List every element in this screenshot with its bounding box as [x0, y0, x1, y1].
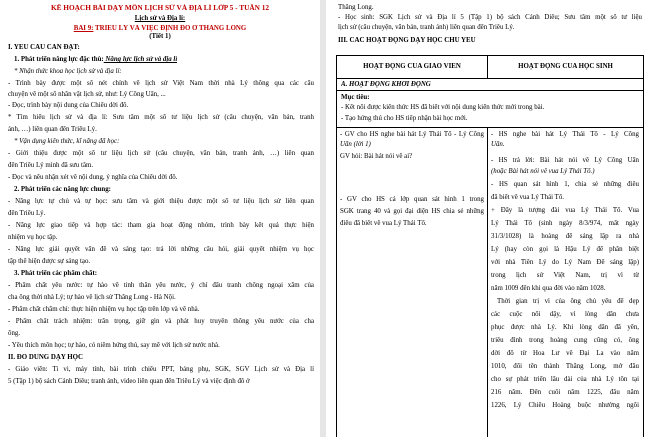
- doc-line: đến Triều Lý mình đã sưu tầm.: [8, 162, 94, 169]
- doc-line: 5 (Tập 1) bộ sách Cánh Diều; tranh ảnh, video liên quan đến Triều Lý và việc định đô ở: [8, 378, 250, 385]
- doc-line: - Giáo viên: Ti vi, máy tính, bài trình chiếu PPT, bảng phụ, SGK, SGV Lịch sử và Địa lí: [8, 366, 314, 373]
- doc-line: - Năng lực giao tiếp và hợp tác: tham gia hoạt động nhóm, trình bày kết quả thực hiện: [8, 222, 314, 229]
- subject-heading: Lịch sử và Địa lí:: [134, 15, 186, 22]
- student-line: năm 1009 đến khi qua đời vào năm 1028.: [491, 285, 606, 292]
- doc-line: - Đọc, trình bày nội dung của Chiếu dời đô.: [8, 102, 129, 109]
- teacher-column-header: HOẠT ĐỘNG CỦA GIÁO VIÊN: [363, 63, 461, 70]
- student-line: 31/3/1028) là hoàng đế sáng lập ra nhà: [491, 233, 639, 240]
- student-line: Lý Thái Tổ (sinh ngày 8/3/974, mất ngày: [491, 220, 639, 227]
- doc-line: ông.: [8, 330, 21, 337]
- student-line: đã biết về vua Lý Thái Tổ.: [491, 194, 565, 201]
- student-line: dời đô từ Hoa Lư về Đại La vào năm: [491, 350, 639, 357]
- student-column-header: HOẠT ĐỘNG CỦA HỌC SINH: [518, 63, 613, 70]
- student-line: các cuộc nổi dậy, vì lòng dân chưa: [491, 311, 639, 318]
- doc-line: ảnh, …) liên quan đến Triều Lý.: [8, 126, 97, 133]
- student-line: 216 năm. Đến cuối năm 1225, đầu năm: [491, 389, 639, 396]
- section-heading: II. ĐỒ DÙNG DẠY HỌC: [8, 354, 83, 361]
- student-line: trong lịch sử Việt Nam, trị vì từ: [491, 272, 639, 279]
- student-line: (hoặc Bài hát nói về vua Lý Thái Tổ.): [491, 168, 595, 175]
- doc-line: - Phẩm chất trách nhiệm: trân trọng, giữ gìn và phát huy truyền thống yêu nước của cha: [8, 318, 314, 325]
- doc-line: - Năng lực tự chủ và tự học: sưu tầm và giới thiệu được một số tư liệu lịch sử liên quan: [8, 198, 314, 205]
- subsection-heading: 2. Phát triển các năng lực chung:: [14, 186, 111, 193]
- doc-line: nhiệm vụ học tập.: [8, 234, 58, 241]
- doc-line: - Năng lực giải quyết vấn đề và sáng tạo: trả lời những câu hỏi, giải quyết nhiệm vụ học: [8, 246, 314, 253]
- student-line: triều đình trong hoàng cung cũng có, ông: [491, 337, 639, 344]
- lesson-title: TRIỀU LÝ VÀ VIỆC ĐỊNH ĐÔ Ở THĂNG LONG: [93, 25, 247, 32]
- student-line: - HS nghe bài hát Lý Thái Tổ - Lý Công: [491, 131, 639, 138]
- student-line: Thời gian trị vì của ông chủ yếu để dẹp: [497, 298, 639, 305]
- doc-line: - Học sinh: SGK Lịch sử và Địa lí 5 (Tập 1) bộ sách Cánh Diều; Sưu tầm một số tư liệu: [338, 14, 642, 21]
- doc-line: - Đọc và nêu nhận xét về nội dung, ý nghĩa của Chiếu dời đô.: [8, 174, 178, 181]
- doc-line: - Phẩm chất yêu nước: tự hào về tinh thần yêu nước, ý chí đấu tranh chống ngoại xâm của: [8, 282, 314, 289]
- goals-label: Mục tiêu:: [341, 94, 370, 101]
- student-line: - HS trả lời: Bài hát nói về Lý Công Uẩn: [491, 157, 639, 164]
- doc-line: - Giới thiệu được một số tư liệu lịch sử (câu chuyện, văn bản, tranh ảnh, …) liên quan: [8, 150, 314, 157]
- teacher-line: Uẩn (lời 1): [340, 141, 371, 148]
- activities-table: [336, 55, 644, 437]
- subsection-heading: 3. Phát triển các phẩm chất:: [14, 270, 98, 277]
- doc-line: tập thể hiện được sự sáng tạo.: [8, 258, 91, 265]
- doc-line: * Vận dụng kiến thức, kĩ năng đã học:: [14, 138, 120, 145]
- lesson-heading: [0, 25, 320, 33]
- doc-line: cha ông thời nhà Lý; tự hào về lịch sử Thăng Long - Hà Nội.: [8, 294, 176, 301]
- section-title: A. HOẠT ĐỘNG KHỞI ĐỘNG: [341, 81, 431, 88]
- lesson-period: (Tiết 1): [149, 33, 171, 40]
- teacher-line: - GV cho HS cả lớp quan sát hình 1 trong: [340, 196, 484, 203]
- left-page: [0, 0, 320, 437]
- student-line: phục được nhà Lý. Khi lòng dân đã yên,: [491, 324, 639, 331]
- teacher-line: điều đã biết về vua Lý Thái Tổ.: [340, 220, 427, 227]
- student-line: 1010, đổi tên thành Thăng Long, mở đầu: [491, 363, 639, 370]
- goal-item: - Tạo hứng thú cho HS tiếp nhận bài học mới.: [341, 115, 468, 122]
- student-line: + Đây là tượng đài vua Lý Thái Tổ. Vua: [491, 207, 639, 214]
- student-line: cho sự phát triển lâu dài của nhà Lý tồn tại: [491, 376, 639, 383]
- teacher-line: SGK trang 40 và gọi đại diện HS chia sẻ những: [340, 208, 484, 215]
- section-heading: III. CÁC HOẠT ĐỘNG DẠY HỌC CHỦ YẾU: [338, 37, 476, 44]
- doc-line: đến Triều Lý.: [8, 210, 46, 217]
- doc-line: Thăng Long.: [338, 4, 374, 11]
- right-page: [326, 0, 650, 437]
- doc-line: - Trình bày được một số nét chính về lịch sử Việt Nam thời nhà Lý thông qua các câu: [8, 80, 314, 87]
- doc-line: * Nhận thức khoa học lịch sử và địa lí:: [14, 68, 122, 75]
- teacher-line: - GV cho HS nghe bài hát Lý Thái Tổ - Lý Công: [340, 131, 484, 138]
- page-title: KẾ HOẠCH BÀI DẠY MÔN LỊCH SỬ VÀ ĐỊA LÍ LỚP 5 - TUẦN 12: [50, 4, 270, 12]
- doc-line: * Tìm hiểu lịch sử và địa lí: Sưu tầm một số tư liệu lịch sử (câu chuyện, văn bản, tranh: [8, 114, 314, 121]
- section-heading: I. YÊU CẦU CẦN ĐẠT:: [8, 44, 80, 51]
- doc-line: - Yêu thích môn học; tự hào, có niềm hứng thú, say mê với lịch sử nước nhà.: [8, 342, 220, 349]
- student-line: 1226, Lý Chiêu Hoàng buộc nhường ngôi: [491, 402, 639, 409]
- goal-item: - Kết nối được kiến thức HS đã biết với nội dung kiến thức mới trong bài.: [341, 104, 545, 111]
- student-line: Lý (hay còn gọi là Hậu Lý để phân biệt: [491, 246, 639, 253]
- student-line: - HS quan sát hình 1, chia sẻ những điều: [491, 181, 639, 188]
- subsection-heading: 1. Phát triển năng lực đặc thù: Năng lực lịch sử và địa lí: [14, 56, 178, 63]
- teacher-line: GV hỏi: Bài hát nói về ai?: [340, 153, 413, 160]
- student-line: Uẩn.: [491, 141, 505, 148]
- doc-line: chuyện về một số nhân vật lịch sử, như: Lý Công Uẩn, ...: [8, 91, 166, 98]
- doc-line: lịch sử (câu chuyện, văn bản, tranh ảnh) liên quan đến Triều Lý.: [338, 24, 515, 31]
- student-line: với nhà Tiền Lý do Lý Nam Đế sáng lập): [491, 259, 639, 266]
- lesson-prefix: BÀI 9:: [73, 25, 94, 32]
- doc-line: - Phẩm chất chăm chỉ: thực hiện nhiệm vụ học tập trên lớp và về nhà.: [8, 306, 200, 313]
